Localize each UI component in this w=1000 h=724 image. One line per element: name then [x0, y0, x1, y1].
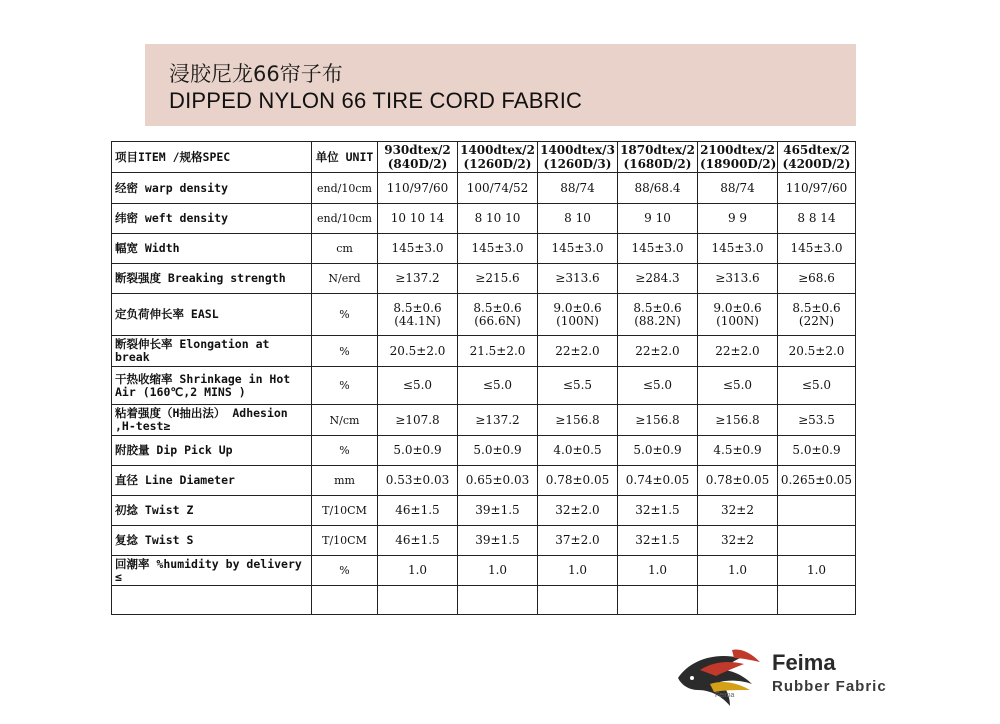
table-cell [698, 586, 778, 615]
row-unit: mm [312, 466, 378, 496]
table-cell: ≥68.6 [778, 264, 856, 294]
table-cell [378, 586, 458, 615]
table-cell: 39±1.5 [458, 496, 538, 526]
table-cell: 0.65±0.03 [458, 466, 538, 496]
table-cell: 9 10 [618, 204, 698, 234]
table-cell [458, 294, 538, 336]
table-row [112, 496, 856, 526]
table-cell: ≥156.8 [538, 405, 618, 436]
table-cell: 0.53±0.03 [378, 466, 458, 496]
table-cell: ≥156.8 [698, 405, 778, 436]
table-cell: ≤5.0 [458, 367, 538, 405]
row-unit: % [312, 294, 378, 336]
feima-logo [670, 640, 930, 710]
table-cell: 1.0 [698, 556, 778, 586]
table-cell: 32±2 [698, 496, 778, 526]
table-cell: 110/97/60 [378, 173, 458, 204]
table-cell: 100/74/52 [458, 173, 538, 204]
table-cell: 10 10 14 [378, 204, 458, 234]
table-row [112, 367, 856, 405]
table-row [112, 173, 856, 204]
header-spec-column [458, 142, 538, 173]
table-cell: 1.0 [538, 556, 618, 586]
table-cell: 88/74 [698, 173, 778, 204]
cell-value: 8.5±0.6 [393, 300, 442, 315]
header-spec-dtex: 930dtex/2 [384, 143, 451, 157]
cell-value: 9.0±0.6 [713, 300, 762, 315]
table-cell: 46±1.5 [378, 526, 458, 556]
table-cell: ≤5.0 [778, 367, 856, 405]
table-cell: ≤5.0 [698, 367, 778, 405]
table-cell: 1.0 [618, 556, 698, 586]
table-cell: 20.5±2.0 [378, 336, 458, 367]
header-spec-dtex: 1400dtex/3 [540, 143, 615, 157]
header-spec-dtex: 1400dtex/2 [460, 143, 535, 157]
header-spec-column [378, 142, 458, 173]
table-row [112, 556, 856, 586]
row-label: 纬密 weft density [112, 204, 312, 234]
logo-small-text: Feima [715, 692, 735, 699]
table-cell [538, 586, 618, 615]
row-unit: N/erd [312, 264, 378, 294]
row-unit [312, 586, 378, 615]
row-label: 附胶量 Dip Pick Up [112, 436, 312, 466]
cell-value: 8.5±0.6 [473, 300, 522, 315]
table-row [112, 436, 856, 466]
table-cell: 8 8 14 [778, 204, 856, 234]
table-cell: 88/68.4 [618, 173, 698, 204]
table-cell [458, 586, 538, 615]
table-cell: 32±1.5 [618, 496, 698, 526]
table-cell: 5.0±0.9 [378, 436, 458, 466]
row-label: 幅宽 Width [112, 234, 312, 264]
table-cell: 110/97/60 [778, 173, 856, 204]
cell-subvalue: (100N) [556, 313, 599, 328]
table-row [112, 234, 856, 264]
table-cell: 9 9 [698, 204, 778, 234]
row-unit: % [312, 556, 378, 586]
row-label: 断裂强度 Breaking strength [112, 264, 312, 294]
table-cell: ≥215.6 [458, 264, 538, 294]
spec-table [111, 141, 856, 615]
logo-name: Feima [772, 650, 836, 675]
table-cell: 4.0±0.5 [538, 436, 618, 466]
row-unit: % [312, 436, 378, 466]
row-unit: % [312, 336, 378, 367]
table-row [112, 526, 856, 556]
table-cell: 1.0 [458, 556, 538, 586]
header-spec-dtex: 1870dtex/2 [620, 143, 695, 157]
row-label: 定负荷伸长率 EASL [112, 294, 312, 336]
title-banner [145, 44, 856, 126]
table-cell: 0.265±0.05 [778, 466, 856, 496]
header-spec-column [618, 142, 698, 173]
cell-subvalue: (22N) [798, 313, 835, 328]
cell-value: 8.5±0.6 [792, 300, 841, 315]
table-cell: ≥313.6 [538, 264, 618, 294]
table-cell: 145±3.0 [538, 234, 618, 264]
table-cell: 145±3.0 [458, 234, 538, 264]
table-cell: 32±1.5 [618, 526, 698, 556]
table-row [112, 466, 856, 496]
header-spec-column [778, 142, 856, 173]
table-cell: 21.5±2.0 [458, 336, 538, 367]
row-label: 回潮率 %humidity by delivery ≤ [112, 556, 312, 586]
horse-head-icon [670, 640, 770, 710]
table-row [112, 204, 856, 234]
cell-subvalue: (88.2N) [634, 313, 681, 328]
table-row [112, 294, 856, 336]
row-unit: end/10cm [312, 204, 378, 234]
cell-subvalue: (100N) [716, 313, 759, 328]
table-row [112, 405, 856, 436]
table-cell: 0.74±0.05 [618, 466, 698, 496]
table-cell [778, 294, 856, 336]
table-row [112, 586, 856, 615]
table-cell: 39±1.5 [458, 526, 538, 556]
header-spec-dtex: 2100dtex/2 [700, 143, 775, 157]
header-unit: 单位 UNIT [312, 142, 378, 173]
header-spec: 项目ITEM /规格SPEC [112, 142, 312, 173]
table-cell: 32±2 [698, 526, 778, 556]
table-cell: 8 10 10 [458, 204, 538, 234]
table-cell: 1.0 [778, 556, 856, 586]
row-unit: T/10CM [312, 496, 378, 526]
header-spec-denier: (840D/2) [387, 157, 448, 171]
table-cell: 145±3.0 [698, 234, 778, 264]
table-cell [618, 294, 698, 336]
table-row [112, 336, 856, 367]
table-cell [618, 586, 698, 615]
logo-subtitle: Rubber Fabric [772, 678, 887, 695]
row-label [112, 586, 312, 615]
header-spec-denier: (4200D/2) [782, 157, 851, 171]
table-cell: 1.0 [378, 556, 458, 586]
cell-subvalue: (66.6N) [474, 313, 521, 328]
row-unit: cm [312, 234, 378, 264]
row-label: 断裂伸长率 Elongation at break [112, 336, 312, 367]
row-unit: end/10cm [312, 173, 378, 204]
cell-value: 9.0±0.6 [553, 300, 602, 315]
table-cell: ≥107.8 [378, 405, 458, 436]
header-spec-denier: (1260D/2) [463, 157, 532, 171]
table-cell: 0.78±0.05 [698, 466, 778, 496]
table-cell: 145±3.0 [618, 234, 698, 264]
row-label: 初捻 Twist Z [112, 496, 312, 526]
table-row [112, 264, 856, 294]
table-cell [698, 294, 778, 336]
header-spec-dtex: 465dtex/2 [783, 143, 850, 157]
table-cell: 5.0±0.9 [618, 436, 698, 466]
table-cell: 145±3.0 [778, 234, 856, 264]
header-spec-denier: (1260D/3) [543, 157, 612, 171]
table-cell [778, 586, 856, 615]
table-cell: ≤5.0 [618, 367, 698, 405]
table-cell: 22±2.0 [538, 336, 618, 367]
table-cell: 4.5±0.9 [698, 436, 778, 466]
table-cell: ≥137.2 [378, 264, 458, 294]
row-label: 粘着强度（H抽出法） Adhesion ,H-test≥ [112, 405, 312, 436]
row-unit: N/cm [312, 405, 378, 436]
table-cell: 145±3.0 [378, 234, 458, 264]
table-cell [378, 294, 458, 336]
table-body [112, 173, 856, 615]
row-label: 复捻 Twist S [112, 526, 312, 556]
row-unit: T/10CM [312, 526, 378, 556]
table-cell: ≤5.5 [538, 367, 618, 405]
header-spec-column [698, 142, 778, 173]
row-unit: % [312, 367, 378, 405]
table-cell: 20.5±2.0 [778, 336, 856, 367]
table-cell: 88/74 [538, 173, 618, 204]
row-label: 干热收缩率 Shrinkage in Hot Air (160℃,2 MINS ) [112, 367, 312, 405]
table-cell: 5.0±0.9 [778, 436, 856, 466]
table-cell [538, 294, 618, 336]
header-row [112, 142, 856, 173]
table-cell: ≥156.8 [618, 405, 698, 436]
table-cell: 0.78±0.05 [538, 466, 618, 496]
table-cell: ≤5.0 [378, 367, 458, 405]
table-cell: ≥53.5 [778, 405, 856, 436]
table-cell: 8 10 [538, 204, 618, 234]
table-cell: ≥284.3 [618, 264, 698, 294]
row-label: 直径 Line Diameter [112, 466, 312, 496]
table-cell: 5.0±0.9 [458, 436, 538, 466]
cell-subvalue: (44.1N) [394, 313, 441, 328]
table-cell: 46±1.5 [378, 496, 458, 526]
table-cell: 32±2.0 [538, 496, 618, 526]
row-label: 经密 warp density [112, 173, 312, 204]
cell-value: 8.5±0.6 [633, 300, 682, 315]
table-cell: ≥313.6 [698, 264, 778, 294]
table-cell: 22±2.0 [618, 336, 698, 367]
title-chinese: 浸胶尼龙66帘子布 [169, 62, 343, 86]
table-cell [778, 496, 856, 526]
header-spec-denier: (1680D/2) [623, 157, 692, 171]
header-spec-column [538, 142, 618, 173]
table-cell [778, 526, 856, 556]
table-cell: 37±2.0 [538, 526, 618, 556]
table-cell: 22±2.0 [698, 336, 778, 367]
header-spec-denier: (18900D/2) [700, 157, 777, 171]
table-cell: ≥137.2 [458, 405, 538, 436]
title-english: DIPPED NYLON 66 TIRE CORD FABRIC [169, 88, 583, 113]
